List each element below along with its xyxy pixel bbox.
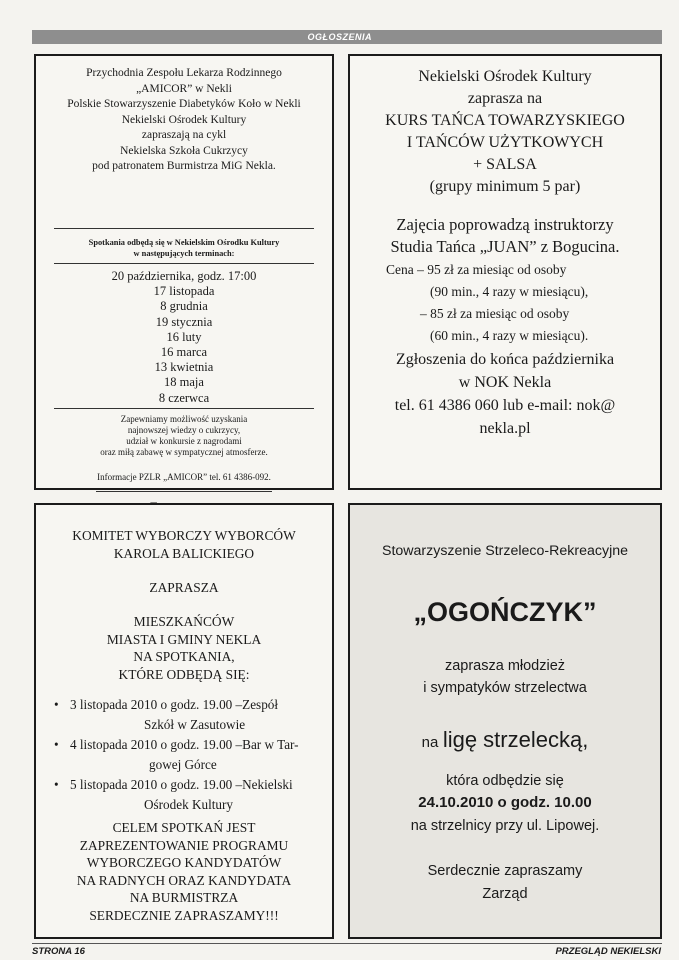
price-line: (60 min., 4 razy w miesiącu). (430, 328, 589, 343)
meeting-item: • 4 listopada 2010 o godz. 19.00 –Bar w Tar- (54, 735, 299, 755)
clinic-contact: Informacje PZLR „AMICOR” tel. 61 4386-092. (97, 472, 271, 482)
intro-line: Nekielski Ośrodek Kultury (121, 113, 247, 126)
intro-line: pod patronatem Burmistrza MiG Nekla. (92, 160, 276, 172)
meeting-item-cont: gowej Górce (149, 757, 217, 772)
meeting-item-cont: Szkół w Zasutowie (144, 717, 246, 732)
benefit-line: Zapewniamy możliwość uzyskania (120, 414, 248, 424)
intro-line: Przychodnia Zespołu Lekarza Rodzinnego (86, 67, 282, 79)
ad-shooting-league (348, 503, 662, 939)
course-line: + SALSA (473, 156, 537, 173)
meetings-line: Spotkania odbędą się w Nekielskim Ośrodku Kultury (88, 238, 280, 247)
purpose-line: ZAPREZENTOWANIE PROGRAMU (79, 837, 289, 853)
price-line: – 85 zł za miesiąc od osoby (420, 306, 570, 321)
course-line: I TAŃCÓW UŻYTKOWYCH (406, 134, 604, 151)
intro-line: Polskie Stowarzyszenie Diabetyków Koło w Nekli (67, 98, 301, 110)
price-line: (90 min., 4 razy w miesiącu), (430, 284, 589, 299)
section-header-bar (32, 30, 662, 44)
magazine-name: PRZEGLĄD NEKIELSKI (555, 946, 661, 957)
course-line: (grupy minimum 5 par) (429, 178, 581, 195)
event-location: na strzelnicy przy ul. Lipowej. (410, 818, 600, 834)
date-item: 19 stycznia (155, 314, 213, 329)
meeting-item: • 5 listopada 2010 o godz. 19.00 –Nekielski (54, 775, 299, 795)
league-line (356, 727, 654, 753)
intro-line: „AMICOR” w Nekli (136, 82, 232, 95)
instructors-line: Zajęcia poprowadzą instruktorzy (396, 215, 614, 234)
committee-line: KAROLA BALICKIEGO (113, 545, 255, 561)
registration-line: w NOK Nekla (458, 374, 552, 391)
association-name: Stowarzyszenie Strzeleco-Rekreacyjne (381, 543, 629, 559)
purpose-line: NA RADNYCH ORAZ KANDYDATA (76, 872, 292, 888)
date-item: 16 marca (160, 345, 208, 360)
audience-line: KTÓRE ODBĘDĄ SIĘ: (118, 666, 250, 682)
committee-name (46, 527, 322, 562)
league-prefix: na (421, 734, 439, 751)
intro-line: zapraszają na cykl (141, 129, 227, 141)
course-title (358, 66, 652, 198)
meeting-item: • 3 listopada 2010 o godz. 19.00 –Zespół (54, 695, 299, 715)
benefits (46, 414, 322, 458)
price-line: Cena – 95 zł za miesiąc od osoby (386, 262, 567, 277)
shooting-invite (356, 655, 654, 699)
purpose-line: WYBORCZEGO KANDYDATÓW (86, 855, 282, 871)
divider (54, 263, 314, 264)
signature: Zarząd (482, 886, 528, 902)
event-intro: która odbędzie się (446, 773, 564, 789)
benefit-line: oraz miłą zabawę w sympatycznej atmosferze. (100, 447, 268, 457)
registration-line: Zgłoszenia do końca października (395, 351, 615, 368)
meetings-line: w następujących terminach: (133, 249, 235, 258)
registration (358, 348, 652, 440)
date-item: 13 kwietnia (154, 360, 214, 375)
meeting-item-cont: Ośrodek Kultury (144, 797, 234, 812)
meetings-notice (46, 237, 322, 259)
purpose-line: CELEM SPOTKAŃ JEST (112, 820, 256, 835)
purpose-line: SERDECZNIE ZAPRASZAMY!!! (89, 907, 279, 923)
audience-line: NA SPOTKANIA, (133, 649, 235, 665)
benefit-line: udział w konkursie z nagrodami (126, 436, 242, 446)
committee-line: KOMITET WYBORCZY WYBORCÓW (72, 528, 296, 543)
club-name: „OGOŃCZYK” (413, 597, 597, 627)
date-item: 20 października, godz. 17:00 (111, 269, 257, 283)
clinic-intro (46, 66, 322, 175)
divider (54, 408, 314, 409)
divider (54, 228, 314, 229)
committee-meetings-list (54, 695, 299, 815)
invite-line: zaprasza młodzież (444, 658, 566, 674)
footer-rule (32, 943, 662, 944)
instructors-line: Studia Tańca „JUAN” z Bogucina. (390, 237, 620, 256)
league-suffix: , (582, 727, 589, 752)
audience-line: MIASTA I GMINY NEKLA (106, 631, 262, 647)
date-item: 8 grudnia (160, 299, 208, 314)
invite-line: i sympatyków strzelectwa (423, 680, 587, 696)
course-line: zaprasza na (467, 90, 543, 107)
intro-line: Nekielska Szkoła Cukrzycy (120, 144, 248, 157)
course-line: KURS TAŃCA TOWARZYSKIEGO (385, 112, 625, 129)
league-name: ligę strzelecką (442, 727, 583, 752)
committee-invites: ZAPRASZA (149, 580, 219, 595)
divider (96, 491, 272, 492)
committee-audience (46, 613, 322, 683)
course-line: Nekielski Ośrodek Kultury (418, 68, 592, 85)
event-date: 24.10.2010 o godz. 10.00 (418, 794, 592, 811)
section-title: OGŁOSZENIA (307, 32, 372, 42)
instructors (358, 214, 652, 258)
date-item: 17 listopada (153, 284, 215, 299)
date-item: 8 czerwca (158, 390, 210, 405)
committee-purpose (46, 819, 322, 925)
registration-line: nekla.pl (479, 420, 531, 437)
ad-diabetes-school (34, 54, 334, 490)
audience-line: MIESZKAŃCÓW (133, 614, 235, 629)
benefit-line: najnowszej wiedzy o cukrzycy, (127, 425, 241, 435)
shooting-closing: Serdecznie zapraszamy (427, 863, 583, 879)
ad-dance-course (348, 54, 662, 490)
page-number: STRONA 16 (32, 946, 85, 957)
purpose-line: NA BURMISTRZA (129, 890, 239, 906)
date-item: 16 luty (166, 329, 202, 344)
meeting-dates (46, 269, 322, 406)
registration-line: tel. 61 4386 060 lub e-mail: nok@ (394, 397, 616, 414)
date-item: 18 maja (164, 375, 204, 390)
